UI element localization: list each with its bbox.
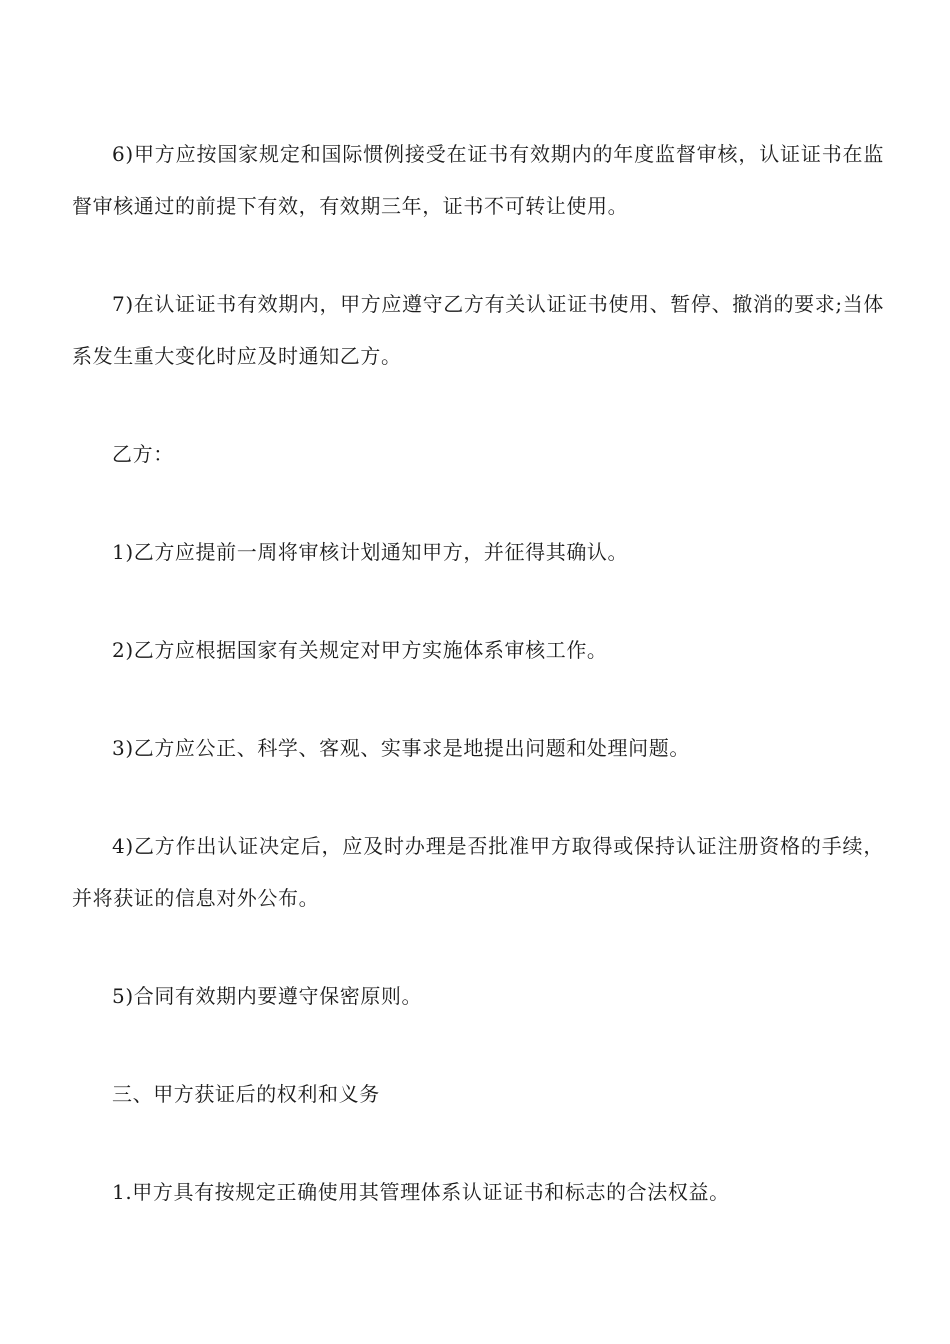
paragraph-party-b-item-5: 5)合同有效期内要遵守保密原则。 — [112, 984, 423, 1008]
paragraph-gap — [72, 382, 884, 428]
paragraph-gap — [72, 232, 884, 278]
paragraph-gap — [72, 676, 884, 722]
paragraph-gap — [72, 774, 884, 820]
paragraph-gap — [72, 480, 884, 526]
paragraph-gap — [72, 1022, 884, 1068]
section-heading-rights-obligations: 三、甲方获证后的权利和义务 — [112, 1082, 380, 1106]
paragraph-party-a-item-6: 6)甲方应按国家规定和国际惯例接受在证书有效期内的年度监督审核，认证证书在监督审核通过的前提下有效，有效期三年，证书不可转让使用。 — [72, 142, 884, 218]
paragraph-party-b-item-3: 3)乙方应公正、科学、客观、实事求是地提出问题和处理问题。 — [112, 736, 690, 760]
document-page — [72, 128, 884, 1218]
paragraph-party-b-item-1: 1)乙方应提前一周将审核计划通知甲方，并征得其确认。 — [112, 540, 629, 564]
paragraph-party-a-item-7: 7)在认证证书有效期内，甲方应遵守乙方有关认证证书使用、暂停、撤消的要求;当体系发生重大变化时应及时通知乙方。 — [72, 292, 884, 368]
section-heading-party-b: 乙方： — [112, 442, 174, 466]
paragraph-gap — [72, 1120, 884, 1166]
paragraph-party-b-item-2: 2)乙方应根据国家有关规定对甲方实施体系审核工作。 — [112, 638, 608, 662]
paragraph-gap — [72, 578, 884, 624]
paragraph-rights-item-1: 1.甲方具有按规定正确使用其管理体系认证证书和标志的合法权益。 — [112, 1180, 730, 1204]
paragraph-party-b-item-4: 4)乙方作出认证决定后，应及时办理是否批准甲方取得或保持认证注册资格的手续，并将获证的信息对外公布。 — [72, 834, 884, 910]
paragraph-gap — [72, 924, 884, 970]
